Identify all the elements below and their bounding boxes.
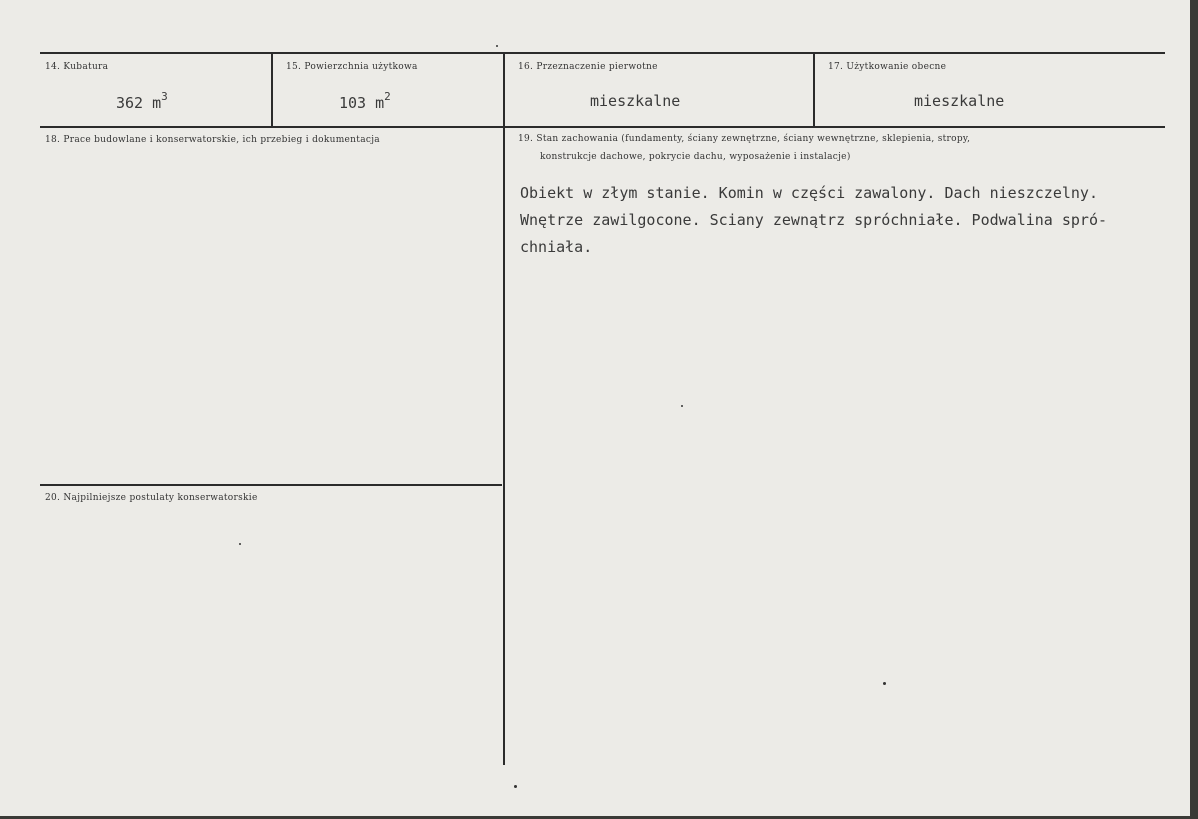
field-19-typed-text (520, 180, 1180, 261)
paper-speck (883, 682, 886, 685)
paper-speck (514, 785, 517, 788)
section-18-20-divider (40, 484, 502, 486)
field-19-label-line1: 19. Stan zachowania (fundamenty, ściany zewnętrzne, ściany wewnętrzne, sklepienia, stropy, (518, 134, 971, 144)
col-divider-14-15 (271, 53, 273, 127)
typed-line: Obiekt w złym stanie. Komin w części zawalony. Dach nieszczelny. (520, 184, 1098, 202)
field-14-exponent: 3 (161, 90, 168, 103)
field-16-value: mieszkalne (590, 92, 681, 110)
field-15-exponent: 2 (384, 90, 391, 103)
card-edge-shadow (1190, 0, 1198, 819)
col-divider-main (503, 53, 505, 765)
row-divider (40, 126, 1165, 128)
field-15-value (339, 90, 391, 112)
field-16-label: 16. Przeznaczenie pierwotne (518, 62, 658, 72)
typed-line: Wnętrze zawilgocone. Sciany zewnątrz spróchniałe. Podwalina spró- (520, 211, 1107, 229)
field-14-value (116, 90, 168, 112)
paper-speck (239, 543, 241, 545)
field-15-number: 103 m (339, 94, 385, 112)
paper-speck (496, 45, 498, 47)
field-14-number: 362 m (116, 94, 162, 112)
top-rule (40, 52, 1165, 54)
field-20-label: 20. Najpilniejsze postulaty konserwatorskie (45, 493, 258, 503)
field-15-label: 15. Powierzchnia użytkowa (286, 62, 418, 72)
paper-speck (681, 405, 683, 407)
field-17-value: mieszkalne (914, 92, 1005, 110)
col-divider-16-17 (813, 53, 815, 127)
field-18-label: 18. Prace budowlane i konserwatorskie, ich przebieg i dokumentacja (45, 135, 380, 145)
field-17-label: 17. Użytkowanie obecne (828, 62, 947, 72)
field-19-label-line2: konstrukcje dachowe, pokrycie dachu, wyposażenie i instalacje) (540, 152, 851, 162)
typed-line: chniała. (520, 238, 593, 256)
field-14-label: 14. Kubatura (45, 62, 109, 72)
